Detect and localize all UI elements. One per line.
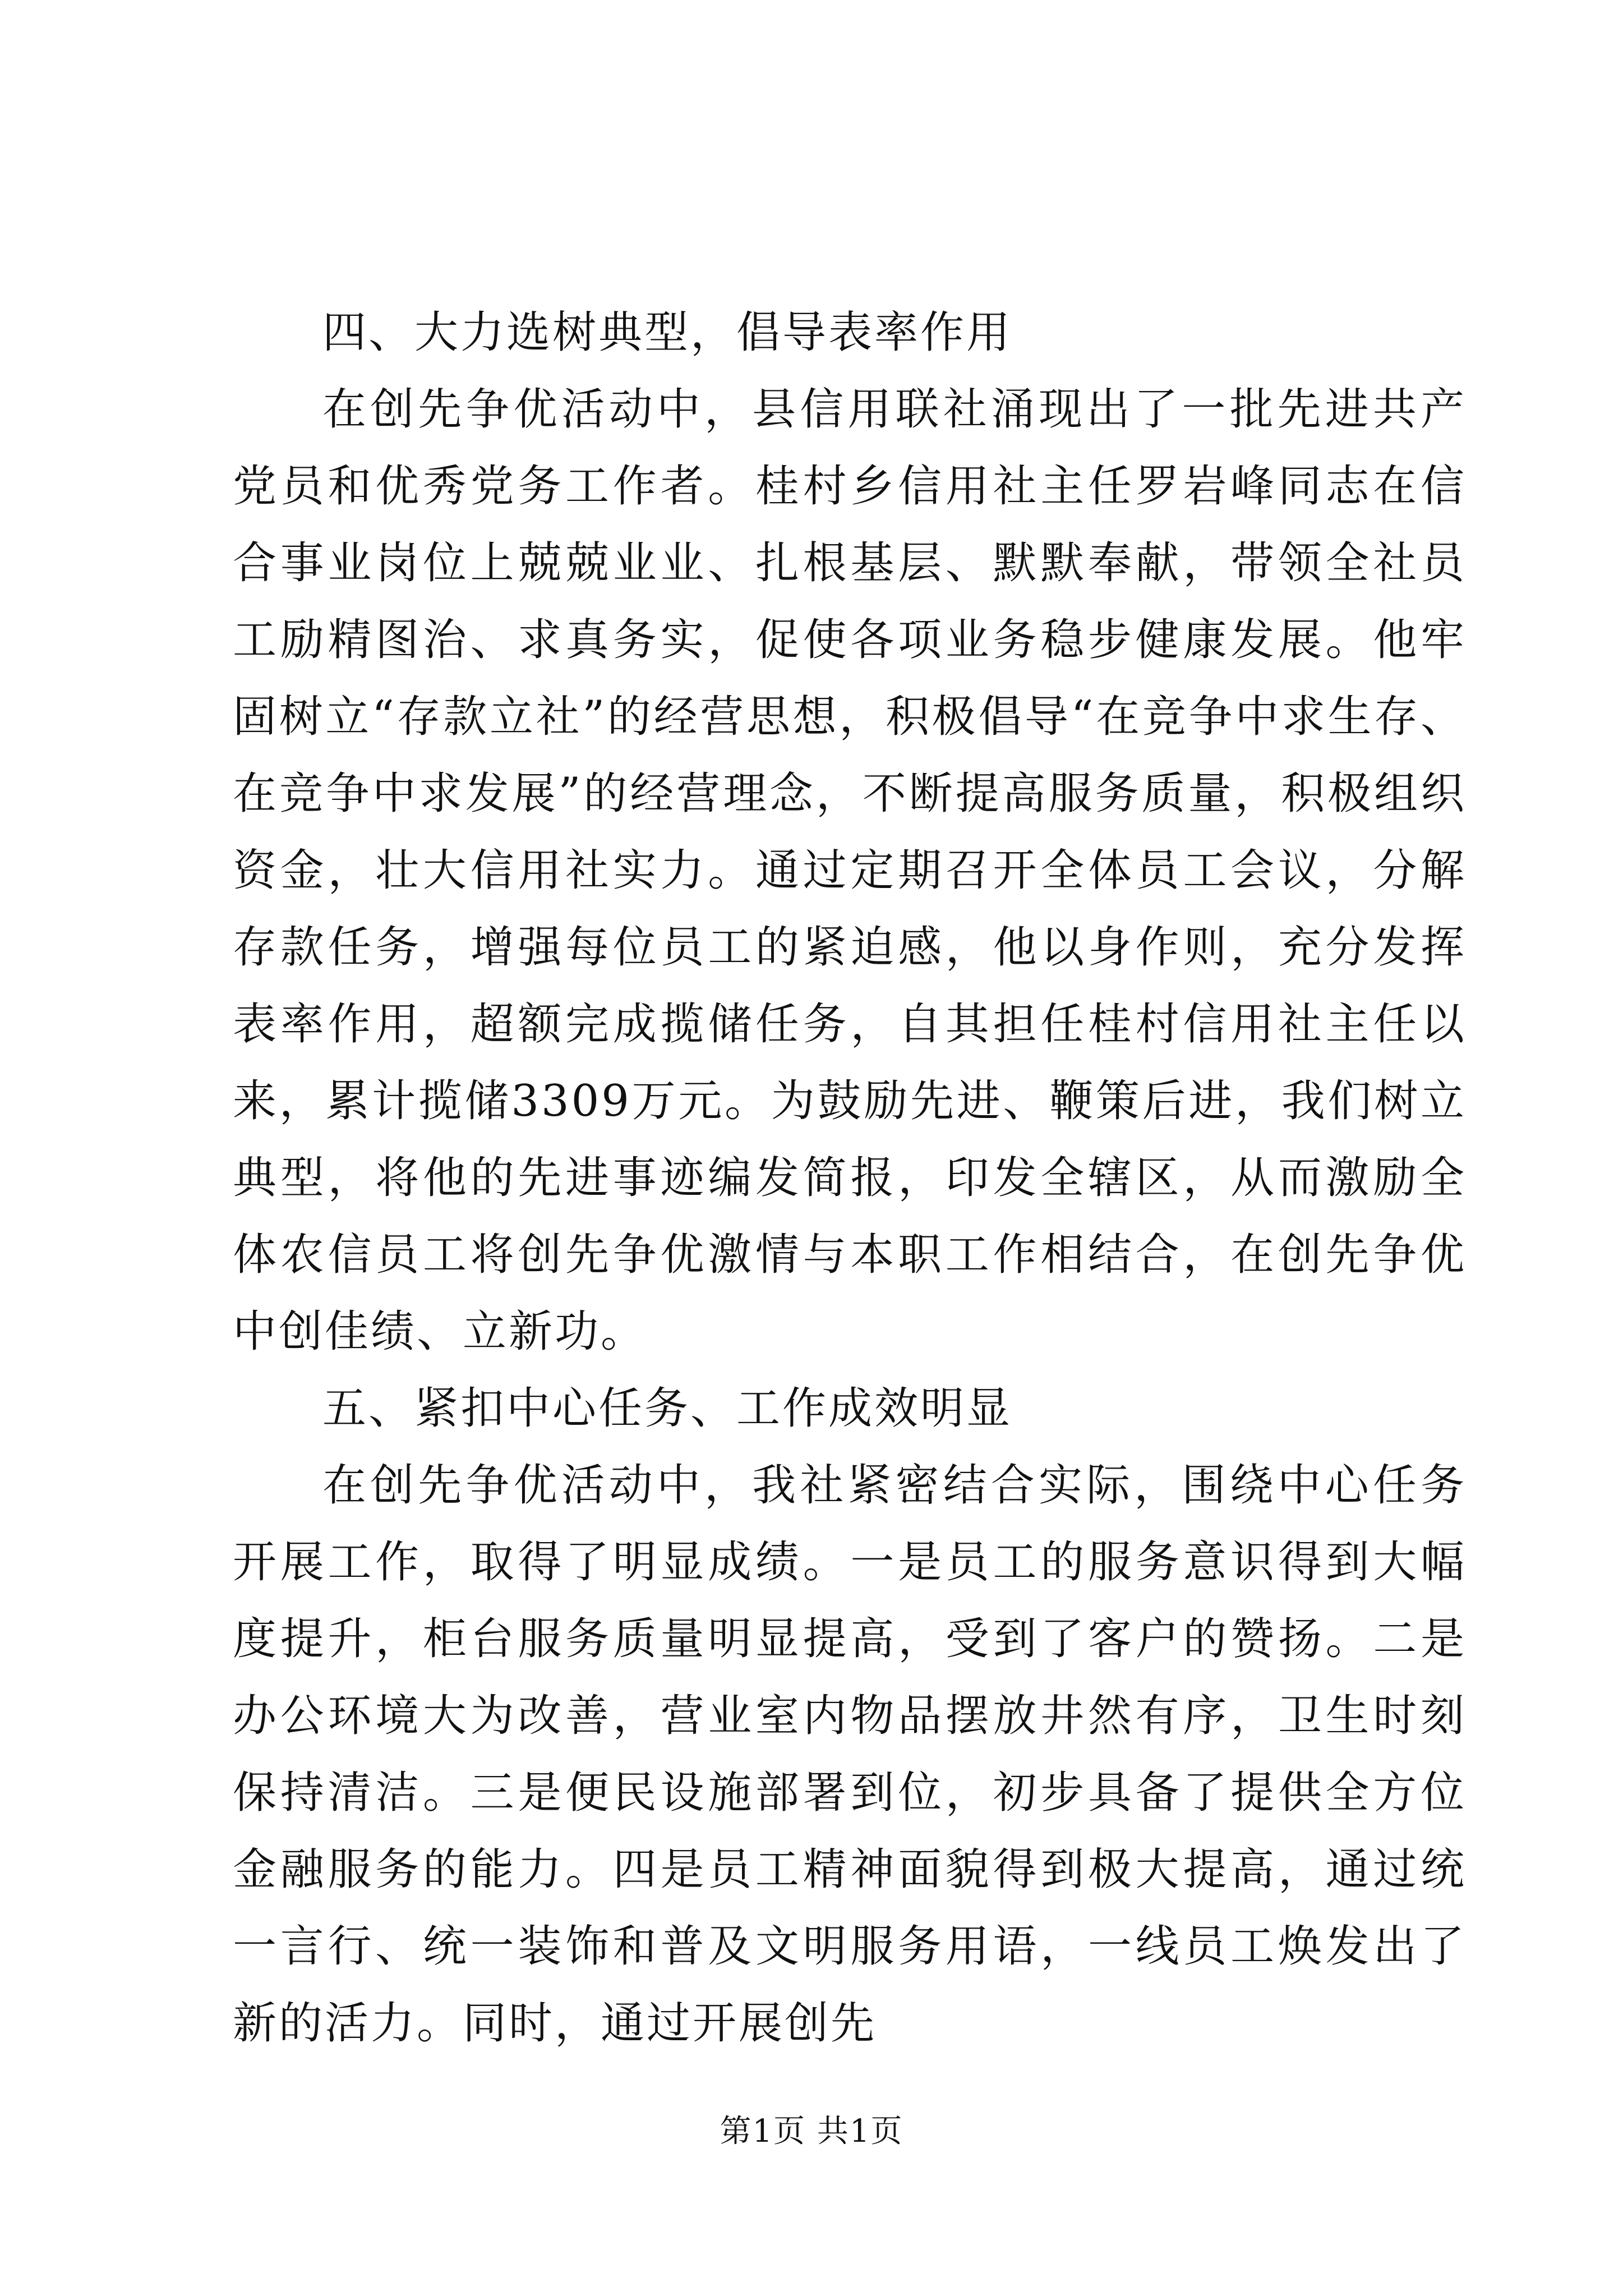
page-footer: 第1页 共1页 xyxy=(720,2113,903,2150)
section-paragraph: 在创先争优活动中，我社紧密结合实际，围绕中心任务开展工作，取得了明显成绩。一是员工的服务意识得到大幅度提升，柜台服务质量明显提高，受到了客户的赞扬。二是办公环境大为改善，营业室内物品摆放井然有序，卫生时刻保持清洁。三是便民设施部署到位，初步具备了提供全方位金融服务的能力。四是员工精神面貌得到极大提高，通过统一言行、统一装饰和普及文明服务用语，一线员工焕发出了新的活力。同时，通过开展创先 xyxy=(233,1460,1467,2049)
section-heading: 四、大力选树典型，倡导表率作用 xyxy=(322,307,1013,358)
document-body xyxy=(233,295,1467,2062)
section-heading: 五、紧扣中心任务、工作成效明显 xyxy=(322,1383,1013,1434)
section-paragraph: 在创先争优活动中，县信用联社涌现出了一批先进共产党员和优秀党务工作者。桂村乡信用社主任罗岩峰同志在信合事业岗位上兢兢业业、扎根基层、默默奉献，带领全社员工励精图治、求真务实，促使各项业务稳步健康发展。他牢固树立“存款立社”的经营思想，积极倡导“在竞争中求生存、在竞争中求发展”的经营理念，不断提高服务质量，积极组织资金，壮大信用社实力。通过定期召开全体员工会议，分解存款任务，增强每位员工的紧迫感，他以身作则，充分发挥表率作用，超额完成揽储任务，自其担任桂村信用社主任以来，累计揽储3309万元。为鼓励先进、鞭策后进，我们树立典型，将他的先进事迹编发简报，印发全辖区，从而激励全体农信员工将创先争优激情与本职工作相结合，在创先争优中创佳绩、立新功。 xyxy=(233,384,1467,1357)
